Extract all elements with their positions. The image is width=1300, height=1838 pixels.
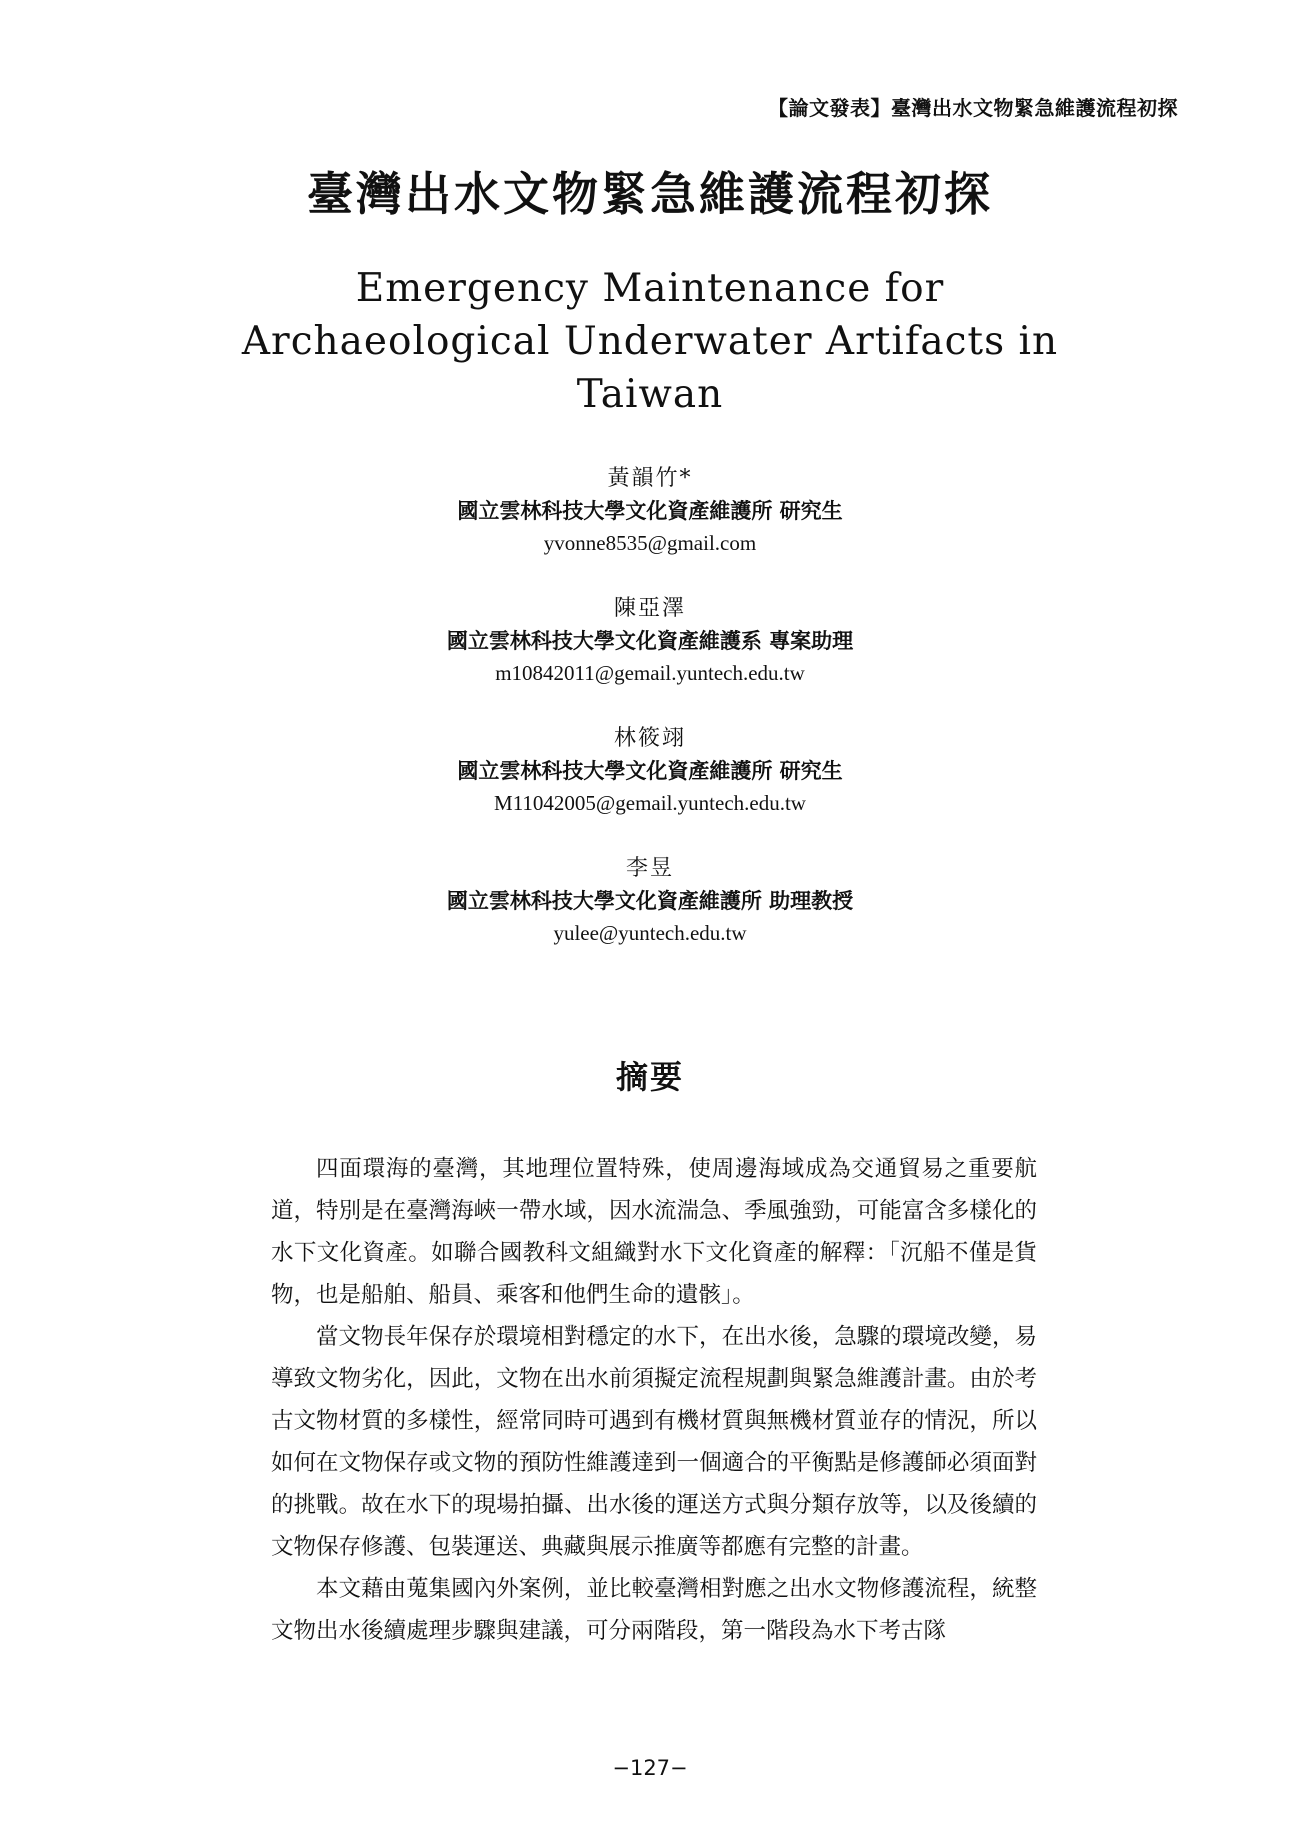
abstract-body [271,1148,1037,1652]
author-affiliation: 國立雲林科技大學文化資產維護所 研究生 [457,499,843,523]
author-list [0,464,1300,984]
page-number: −127− [612,1756,688,1780]
author-affiliation: 國立雲林科技大學文化資產維護所 研究生 [457,759,843,783]
abstract-paragraph: 四面環海的臺灣，其地理位置特殊，使周邊海域成為交通貿易之重要航道，特別是在臺灣海峽一帶水域，因水流湍急、季風強勁，可能富含多樣化的水下文化資產。如聯合國教科文組織對水下文化資產的解釋：「沉船不僅是貨物，也是船舶、船員、乘客和他們生命的遺骸」。 [271,1156,1037,1308]
author-email: yulee@yuntech.edu.tw [553,921,747,945]
author-email: m10842011@gemail.yuntech.edu.tw [495,661,805,685]
author-name: 林筱翊 [613,726,686,751]
author-affiliation: 國立雲林科技大學文化資產維護系 專案助理 [446,629,854,653]
author-email: M11042005@gemail.yuntech.edu.tw [494,791,806,815]
paper-title-chinese: 臺灣出水文物緊急維護流程初探 [307,167,993,221]
author-name: 陳亞澤 [613,596,686,621]
author-name: 李昱 [625,856,674,881]
abstract-paragraph: 本文藉由蒐集國內外案例，並比較臺灣相對應之出水文物修護流程，統整文物出水後續處理步驟與建議，可分兩階段，第一階段為水下考古隊 [271,1576,1037,1644]
abstract-paragraph: 當文物長年保存於環境相對穩定的水下，在出水後，急驟的環境改變，易導致文物劣化，因此，文物在出水前須擬定流程規劃與緊急維護計畫。由於考古文物材質的多樣性，經常同時可遇到有機材質與無機材質並存的情況，所以如何在文物保存或文物的預防性維護達到一個適合的平衡點是修護師必須面對的挑戰。故在水下的現場拍攝、出水後的運送方式與分類存放等，以及後續的文物保存修護、包裝運送、典藏與展示推廣等都應有完整的計畫。 [271,1324,1037,1560]
author-block [0,594,1300,724]
abstract-heading: 摘要 [615,1058,684,1096]
author-email: yvonne8535@gmail.com [543,531,757,555]
author-affiliation: 國立雲林科技大學文化資產維護所 助理教授 [446,889,854,913]
author-block [0,724,1300,854]
author-block [0,854,1300,984]
paper-title-english: Emergency Maintenance for Archaeological Underwater Artifacts in Taiwan [241,266,1059,417]
running-header: 【論文發表】臺灣出水文物緊急維護流程初探 [768,96,1178,120]
author-name: 黃韻竹* [607,466,693,491]
author-block [0,464,1300,594]
